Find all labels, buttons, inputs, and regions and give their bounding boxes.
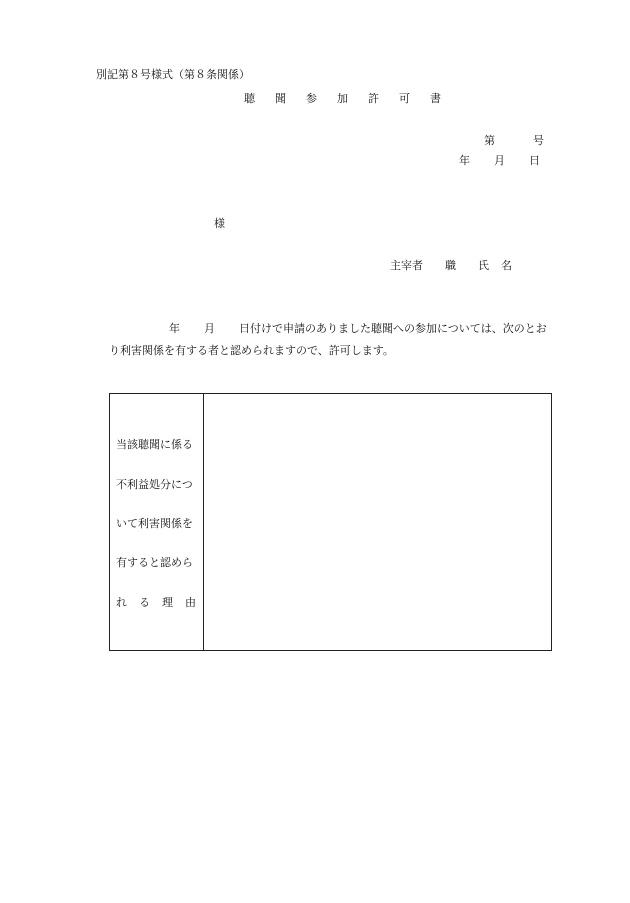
- title-char: 参: [306, 92, 318, 105]
- date-month: 月: [494, 154, 505, 167]
- body-year: 年: [169, 322, 180, 335]
- issue-date: [459, 152, 564, 168]
- reason-label-line: いて利害関係を: [116, 517, 193, 530]
- organizer-name-label-2: 名: [501, 259, 512, 272]
- addressee-honorific: 様: [214, 217, 225, 230]
- document-number: [484, 132, 544, 148]
- organizer-post: 職: [445, 259, 456, 272]
- reason-label-char: れ: [116, 596, 127, 609]
- title-char: 許: [368, 92, 380, 105]
- number-suffix: 号: [533, 134, 544, 147]
- table-divider: [203, 394, 204, 650]
- title-char: 聞: [275, 92, 287, 105]
- reason-label-char: る: [139, 596, 150, 609]
- number-prefix: 第: [484, 134, 495, 147]
- title-char: 聴: [244, 92, 256, 105]
- date-year: 年: [459, 154, 470, 167]
- reason-label-line: [116, 594, 208, 610]
- body-text-line-1: [169, 320, 547, 336]
- reason-label-char: 理: [162, 596, 173, 609]
- organizer-label: 主宰者: [390, 259, 423, 272]
- title-char: 可: [399, 92, 411, 105]
- date-day: 日: [529, 154, 540, 167]
- document-title: [244, 90, 461, 106]
- reason-label-char: 由: [185, 596, 196, 609]
- title-char: 書: [430, 92, 442, 105]
- body-month: 月: [204, 322, 215, 335]
- reason-label-line: 有すると認めら: [116, 556, 193, 569]
- organizer-signature: [390, 257, 512, 273]
- reason-label-line: 当該聴聞に係る: [116, 438, 193, 451]
- body-line-1-rest: 日付けで申請のありました聴聞への参加については、次のとお: [239, 322, 547, 335]
- reason-value-cell: [214, 404, 544, 640]
- title-char: 加: [337, 92, 349, 105]
- reason-table: [109, 393, 552, 651]
- form-reference: 別記第８号様式（第８条関係）: [96, 68, 250, 81]
- reason-label-line: 不利益処分につ: [116, 478, 193, 491]
- organizer-name-label-1: 氏: [478, 259, 489, 272]
- body-text-line-2: り利害関係を有する者と認められますので、許可します。: [109, 344, 394, 357]
